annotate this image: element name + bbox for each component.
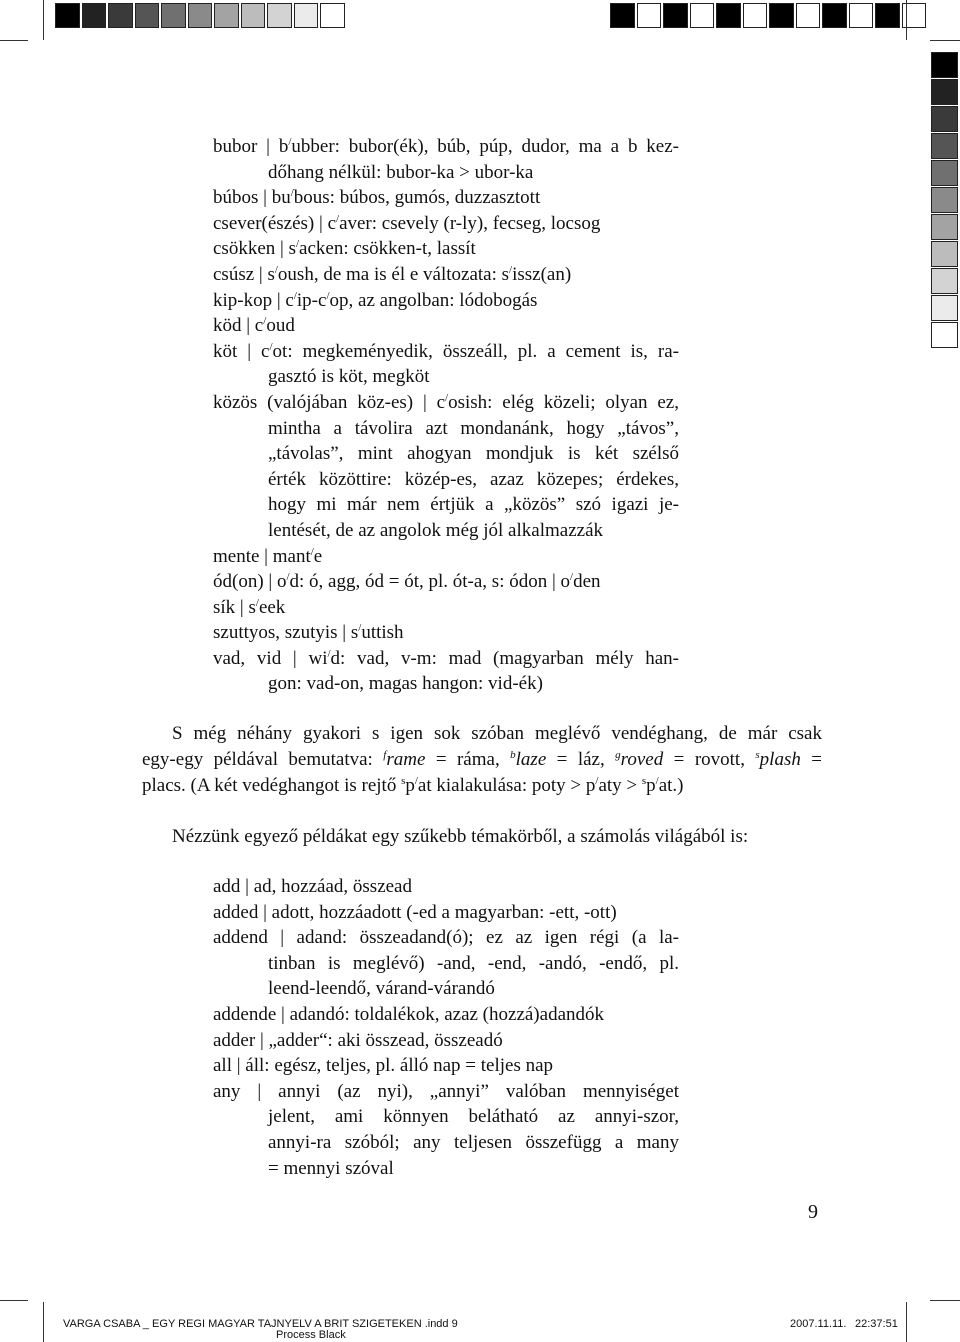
entry-continuation: jelent, ami könnyen belátható az annyi-szor,	[268, 1106, 679, 1128]
glossary-entry	[213, 1002, 679, 1028]
text-run: aver: csevely (r-ly), fecseg, locsog	[339, 212, 601, 234]
footer-date: 2007.11.11.	[790, 1318, 847, 1330]
crop-mark	[43, 1302, 44, 1342]
text-run: e	[313, 545, 323, 567]
stress-mark: /	[286, 571, 290, 584]
crop-mark	[0, 1300, 28, 1301]
entry-line	[213, 544, 679, 570]
superscript: b	[510, 749, 516, 761]
page-number: 9	[808, 1201, 818, 1223]
stress-mark: /	[269, 340, 273, 353]
entry-line	[213, 339, 679, 365]
text-run: bous: búbos, gumós, duzzasztott	[293, 187, 541, 209]
swatch	[931, 52, 958, 78]
text-run: szuttyos, szutyis | s	[213, 622, 359, 644]
text-run: vad, vid | wi	[213, 647, 328, 669]
text-run: ód(on) | o	[213, 571, 287, 593]
entry-continuation: „távolas”, mint ahogyan mondjuk is két szélső	[268, 443, 679, 465]
text-run: at.)	[658, 775, 684, 796]
glossary-entry	[213, 544, 679, 570]
paragraph-line: Nézzünk egyező példákat egy szűkebb témakörből, a számolás világából is:	[172, 826, 749, 847]
glossary-entry	[213, 569, 679, 595]
swatch	[108, 3, 133, 28]
stress-mark: /	[263, 315, 267, 328]
entry-line	[213, 211, 679, 237]
superscript: s	[641, 775, 647, 787]
text-run: acken: csökken-t, lassít	[299, 238, 476, 260]
text-run: adder | „adder“: aki összead, összeadó	[213, 1029, 503, 1051]
text-run: = ráma,	[425, 749, 511, 770]
text-run: köt | c	[213, 340, 270, 362]
glossary-entry	[213, 339, 679, 390]
text-run: = láz,	[546, 749, 616, 770]
entry-continuation: érték közöttire: közép-es, azaz közepes; érdekes,	[268, 468, 679, 490]
text-run: addende | adandó: toldalékok, azaz (hozzá)adandók	[213, 1003, 605, 1025]
text-run: egy-egy példával bemutatva:	[142, 749, 384, 770]
paragraph-line	[142, 747, 822, 773]
swatch	[931, 241, 958, 267]
entry-line	[213, 390, 679, 416]
paragraph-line	[142, 773, 822, 799]
entry-line	[213, 925, 679, 951]
entry-line	[213, 874, 679, 900]
text-run: placs. (A két vedéghangot is rejtő	[142, 775, 402, 796]
text-run: rame	[386, 749, 426, 770]
glossary-entry	[213, 1053, 679, 1079]
text-run: any | annyi (az nyi), „annyi” valóban mennyiséget	[213, 1080, 679, 1102]
glossary-entry	[213, 925, 679, 1002]
text-run: csökken | s	[213, 238, 296, 260]
entry-line	[213, 236, 679, 262]
swatch	[610, 3, 635, 28]
entry-continuation: = mennyi szóval	[268, 1157, 394, 1179]
glossary-entry	[213, 185, 679, 211]
stress-mark: /	[509, 263, 513, 276]
text-run: d: vad, v-m: mad (magyarban mély han-	[330, 647, 680, 669]
swatch	[931, 133, 958, 159]
color-bar-right	[610, 0, 928, 31]
crop-mark	[0, 40, 28, 41]
entry-line	[213, 313, 679, 339]
swatch	[931, 214, 958, 240]
color-bar-left	[55, 0, 347, 31]
glossary-entry	[213, 288, 679, 314]
stress-mark: /	[327, 647, 331, 660]
entry-line	[213, 185, 679, 211]
glossary-entry	[213, 211, 679, 237]
swatch	[849, 3, 874, 28]
superscript: /	[655, 775, 659, 787]
entry-line	[213, 620, 679, 646]
text-run: uttish	[361, 622, 404, 644]
entry-line	[213, 1028, 679, 1054]
text-run: ip-c	[296, 289, 327, 311]
entry-continuation: mintha a távolira azt mondanánk, hogy „távos”,	[268, 417, 679, 439]
stress-mark: /	[336, 212, 340, 225]
superscript: g	[615, 749, 621, 761]
entry-continuation: hogy mi már nem értjük a „közös” szó igazi je-	[268, 494, 679, 516]
crop-mark	[930, 40, 960, 41]
text-run: köd | c	[213, 315, 264, 337]
crop-mark	[906, 1302, 907, 1342]
text-run: op, az angolban: lódobogás	[329, 289, 538, 311]
text-run: bubor | b	[213, 136, 289, 157]
swatch	[931, 295, 958, 321]
text-run: =	[800, 749, 823, 770]
paragraph-guest-sounds	[142, 721, 822, 799]
text-run: roved	[620, 749, 664, 770]
paragraph-intro-numbers	[142, 824, 822, 850]
text-run: d: ó, agg, ód = ót, pl. ót-a, s: ódon | o	[289, 571, 571, 593]
text-run: csúsz | s	[213, 263, 275, 285]
stress-mark: /	[293, 289, 297, 302]
glossary-entry	[213, 236, 679, 262]
text-run: p	[405, 775, 415, 796]
superscript: /	[414, 775, 418, 787]
swatch	[931, 160, 958, 186]
swatch	[690, 3, 715, 28]
text-run: mente | mant	[213, 545, 311, 567]
entry-line	[213, 595, 679, 621]
entry-line	[213, 1079, 679, 1105]
swatch	[214, 3, 239, 28]
swatch	[931, 106, 958, 132]
side-gray-scale	[931, 52, 959, 349]
text-run: oud	[266, 315, 295, 337]
text-run: added | adott, hozzáadott (-ed a magyarban: -ett, -ott)	[213, 901, 617, 923]
swatch	[161, 3, 186, 28]
entry-line	[213, 646, 679, 672]
stress-mark: /	[255, 596, 259, 609]
glossary-entry	[213, 262, 679, 288]
text-run: oush, de ma is él e változata: s	[277, 263, 510, 285]
text-run: laze	[515, 749, 547, 770]
text-run: all | áll: egész, teljes, pl. álló nap = teljes nap	[213, 1055, 554, 1077]
superscript: f	[383, 749, 387, 761]
text-run: búbos | bu	[213, 187, 291, 209]
glossary-list-a	[213, 134, 679, 697]
entry-continuation: gon: vad-on, magas hangon: vid-ék)	[268, 673, 543, 695]
swatch	[769, 3, 794, 28]
swatch	[135, 3, 160, 28]
swatch	[796, 3, 821, 28]
entry-line	[213, 262, 679, 288]
entry-line	[213, 1053, 679, 1079]
text-run: plash	[759, 749, 801, 770]
swatch	[931, 322, 958, 348]
superscript: /	[595, 775, 599, 787]
entry-line	[213, 569, 679, 595]
entry-continuation: annyi-ra szóból; any teljesen összefügg a many	[268, 1131, 679, 1153]
superscript: s	[401, 775, 406, 787]
glossary-list-b	[213, 874, 679, 1181]
entry-continuation: dőhang nélkül: bubor-ka > ubor-ka	[268, 161, 534, 183]
swatch	[822, 3, 847, 28]
glossary-entry	[213, 1028, 679, 1054]
swatch	[875, 3, 900, 28]
entry-continuation: tinban is meglévő) -and, -end, -andó, -endő, pl.	[268, 952, 679, 974]
footer-file-name: VARGA CSABA _ EGY REGI MAGYAR TAJNYELV A BRIT SZIGETEKEN .indd 9	[63, 1318, 458, 1330]
text-run: addend | adand: összeadand(ó); ez az igen régi (a la-	[213, 927, 679, 949]
glossary-entry	[213, 620, 679, 646]
swatch	[663, 3, 688, 28]
text-run: kip-kop | c	[213, 289, 294, 311]
swatch	[931, 187, 958, 213]
swatch	[55, 3, 80, 28]
paragraph-line: S még néhány gyakori s igen sok szóban meglévő vendéghang, de már csak	[172, 723, 822, 744]
text-run: aty >	[598, 775, 642, 796]
text-run: osish: elég közeli; olyan ez,	[448, 391, 679, 413]
text-run: ubber: bubor(ék), búb, púp, dudor, ma a b kez-	[291, 136, 679, 157]
swatch	[188, 3, 213, 28]
glossary-entry	[213, 390, 679, 544]
text-run: p	[646, 775, 656, 796]
swatch	[931, 79, 958, 105]
glossary-entry	[213, 313, 679, 339]
text-run: den	[573, 571, 601, 593]
glossary-entry	[213, 1079, 679, 1181]
stress-mark: /	[358, 622, 362, 635]
text-run: közös (valójában köz-es) | c	[213, 391, 446, 413]
stress-mark: /	[445, 391, 449, 404]
glossary-entry	[213, 595, 679, 621]
text-run: ot: megkeményedik, összeáll, pl. a cement is, ra-	[272, 340, 680, 362]
footer-time: 22:37:51	[855, 1318, 898, 1330]
stress-mark: /	[290, 187, 294, 200]
swatch	[716, 3, 741, 28]
entry-line	[213, 288, 679, 314]
swatch	[743, 3, 768, 28]
entry-line	[213, 134, 679, 160]
crop-mark	[43, 0, 44, 40]
text-run: eek	[258, 596, 286, 618]
glossary-entry	[213, 646, 679, 697]
text-run: at kialakulása: poty > p	[417, 775, 596, 796]
stress-mark: /	[310, 545, 314, 558]
text-run: = rovott,	[663, 749, 756, 770]
glossary-entry	[213, 900, 679, 926]
glossary-entry	[213, 874, 679, 900]
glossary-entry	[213, 134, 679, 185]
text-run: sík | s	[213, 596, 256, 618]
entry-line	[213, 900, 679, 926]
text-run: issz(an)	[512, 263, 572, 285]
crop-mark	[930, 1300, 960, 1301]
footer-process: Process Black	[276, 1329, 346, 1341]
swatch	[294, 3, 319, 28]
swatch	[267, 3, 292, 28]
stress-mark: /	[274, 263, 278, 276]
swatch	[82, 3, 107, 28]
stress-mark: /	[288, 136, 292, 148]
swatch	[320, 3, 345, 28]
text-run: csever(észés) | c	[213, 212, 336, 234]
swatch	[931, 268, 958, 294]
superscript: s	[755, 749, 760, 761]
crop-mark	[906, 0, 907, 40]
stress-mark: /	[295, 238, 300, 251]
entry-continuation: lentését, de az angolok még jól alkalmazzák	[268, 519, 603, 541]
stress-mark: /	[570, 571, 574, 584]
swatch	[241, 3, 266, 28]
entry-line	[213, 1002, 679, 1028]
entry-continuation: leend-leendő, várand-várandó	[268, 978, 495, 1000]
stress-mark: /	[326, 289, 330, 302]
swatch	[637, 3, 662, 28]
entry-continuation: gasztó is köt, megköt	[268, 366, 430, 388]
text-run: add | ad, hozzáad, összead	[213, 876, 412, 897]
